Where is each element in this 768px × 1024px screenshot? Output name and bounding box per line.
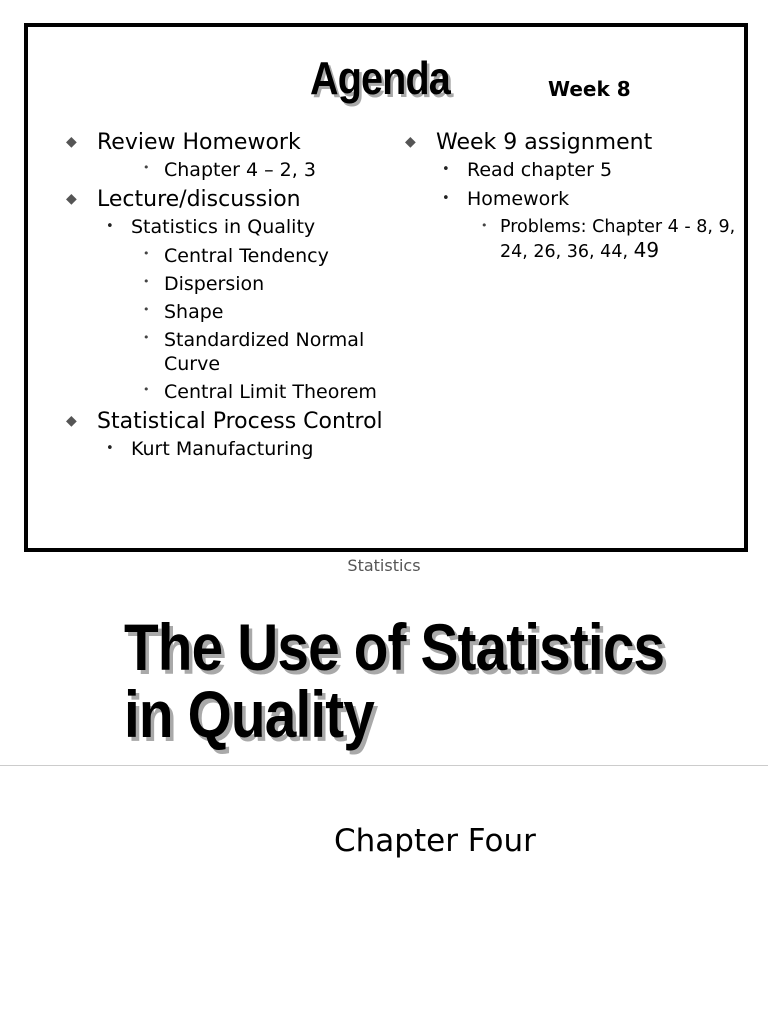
list-item: ◆ Lecture/discussion	[66, 187, 301, 212]
list-item: • Chapter 4 – 2, 3	[66, 158, 386, 186]
list-item: • Read chapter 5	[442, 159, 613, 181]
diamond-bullet-icon: ◆	[66, 413, 77, 429]
slide-title: The Use of Statistics in Quality	[124, 610, 665, 751]
list-item: • Homework	[442, 188, 570, 210]
diamond-bullet-icon: ◆	[405, 134, 416, 150]
dot-bullet-icon: •	[442, 162, 450, 177]
agenda-left-column	[66, 129, 386, 466]
list-item: • Central Limit Theorem	[66, 380, 386, 408]
dot-bullet-icon: •	[481, 219, 488, 232]
agenda-slide	[24, 23, 748, 552]
agenda-title: Agenda	[310, 52, 450, 104]
dot-bullet-icon: •	[143, 161, 150, 174]
dot-bullet-icon: •	[106, 441, 114, 456]
dot-bullet-icon: •	[143, 331, 150, 344]
list-item: • Kurt Manufacturing	[106, 438, 314, 460]
list-item: • Shape	[66, 300, 386, 328]
dot-bullet-icon: •	[442, 191, 450, 206]
list-item: • Dispersion	[66, 272, 386, 300]
diamond-bullet-icon: ◆	[66, 191, 77, 207]
dot-bullet-icon: •	[143, 247, 150, 260]
dot-bullet-icon: •	[143, 275, 150, 288]
agenda-right-column	[405, 129, 740, 264]
list-item: • Standardized Normal Curve	[66, 328, 386, 380]
list-item: • Central Tendency	[66, 244, 386, 272]
list-item: • Statistics in Quality	[106, 216, 316, 238]
dot-bullet-icon: •	[143, 383, 150, 396]
dot-bullet-icon: •	[143, 303, 150, 316]
slide-subtitle: Chapter Four	[334, 823, 536, 859]
list-item: • Problems: Chapter 4 - 8, 9, 24, 26, 36, 44, 49	[405, 216, 740, 264]
divider	[0, 765, 768, 766]
diamond-bullet-icon: ◆	[66, 134, 77, 150]
slide-caption: Statistics	[347, 556, 421, 575]
dot-bullet-icon: •	[106, 219, 114, 234]
list-item: ◆ Week 9 assignment	[405, 130, 653, 155]
list-item: ◆ Review Homework	[66, 130, 301, 155]
list-item: ◆ Statistical Process Control	[66, 409, 383, 434]
week-label: Week 8	[548, 77, 631, 101]
